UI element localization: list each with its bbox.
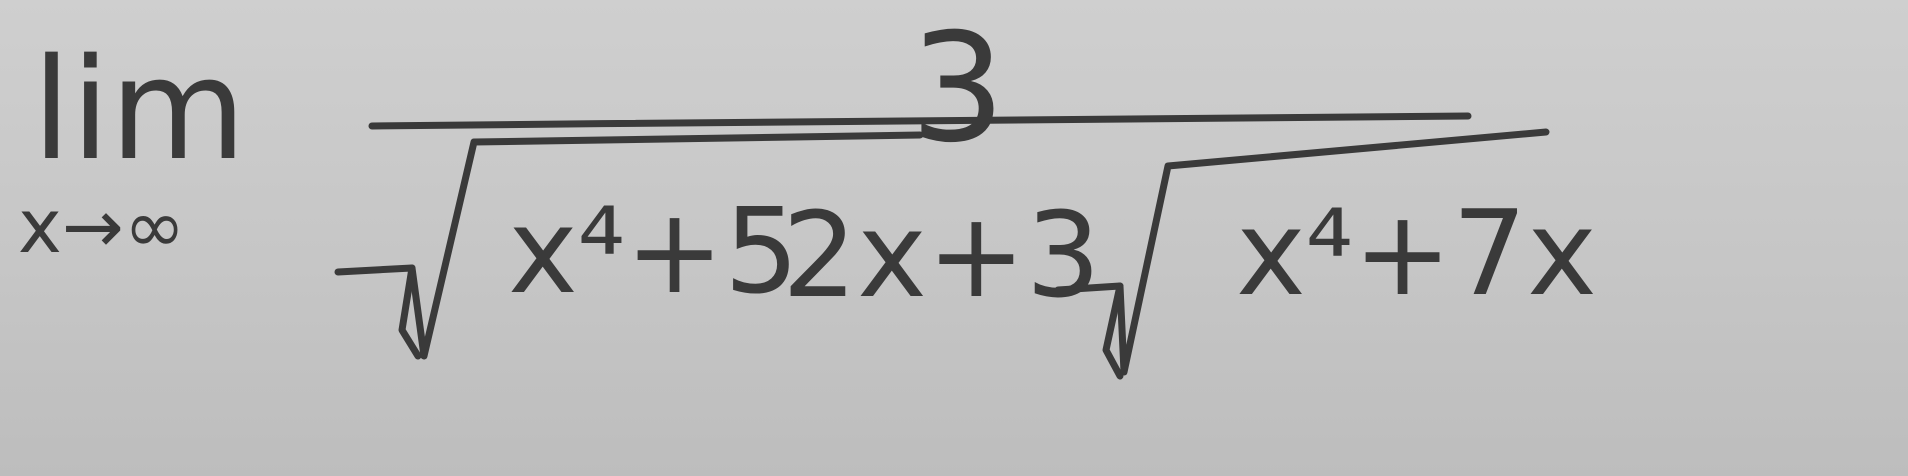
limit-operator: lim [32, 29, 247, 192]
limit-subscript: x→∞ [18, 184, 186, 270]
first-radicand: x⁴+5 [508, 182, 800, 320]
second-radicand: x⁴+7x [1236, 184, 1597, 322]
numerator: 3 [910, 2, 1006, 176]
middle-terms: 2x+3 [782, 186, 1101, 324]
second-radical-hook [1106, 286, 1120, 376]
